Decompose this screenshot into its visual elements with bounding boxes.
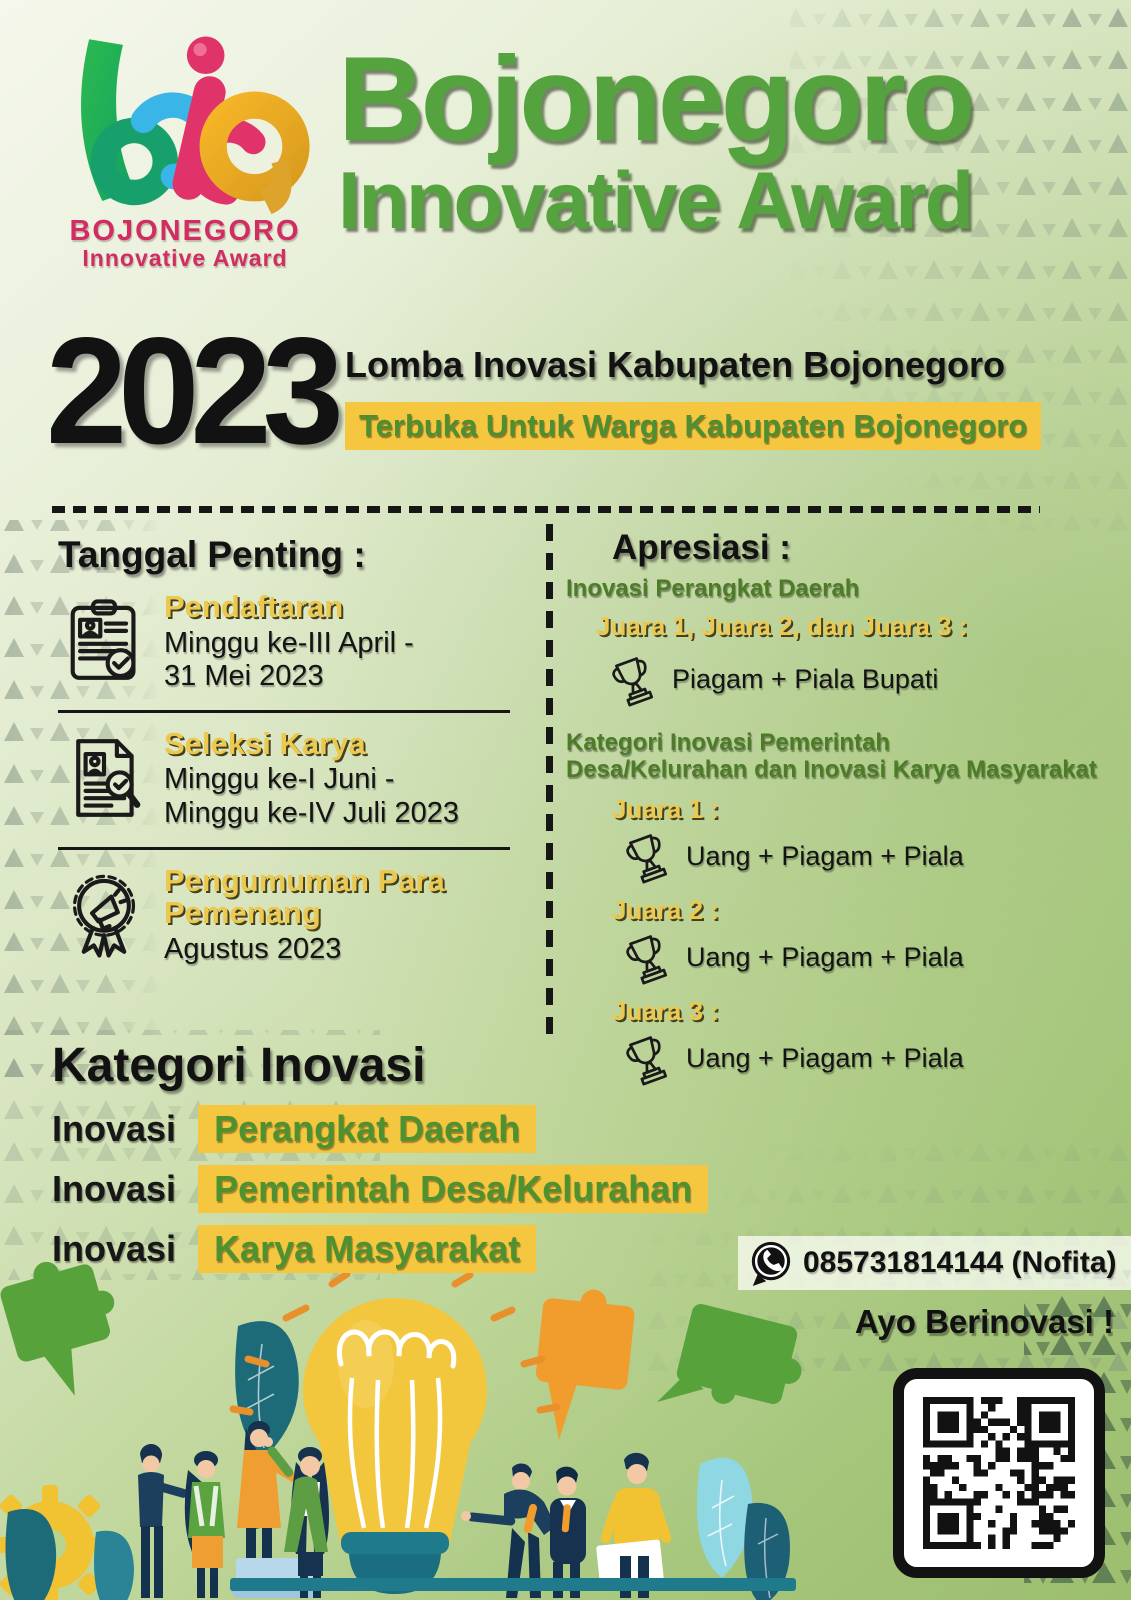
dashed-divider-vertical xyxy=(546,524,553,1040)
winner-label: Juara 2 : xyxy=(612,894,719,925)
award-megaphone-icon xyxy=(58,865,150,965)
categories-heading: Kategori Inovasi xyxy=(52,1039,426,1092)
person-figure xyxy=(138,1444,189,1598)
category-row xyxy=(52,1165,708,1213)
date-detail-line1: Minggu ke-I Juni - xyxy=(164,763,395,796)
category-prefix: Inovasi xyxy=(52,1168,177,1209)
winner-block-juara1 xyxy=(566,794,1114,885)
appreciation-category: Inovasi Perangkat Daerah xyxy=(566,575,860,602)
prize-row xyxy=(606,652,1114,708)
trophy-icon xyxy=(620,930,674,986)
winner-label: Juara 1 : xyxy=(612,793,719,824)
date-detail-line1: Minggu ke-III April - xyxy=(164,626,414,659)
category-highlight: Pemerintah Desa/Kelurahan xyxy=(198,1165,708,1213)
category-prefix: Inovasi xyxy=(52,1228,177,1269)
date-title: Seleksi Karya xyxy=(164,725,366,761)
whatsapp-contact[interactable] xyxy=(738,1236,1131,1290)
appreciation-heading: Apresiasi : xyxy=(612,528,791,567)
table-bar xyxy=(230,1578,796,1591)
category-row xyxy=(52,1105,708,1153)
category-highlight: Karya Masyarakat xyxy=(198,1225,536,1273)
date-detail-line2: 31 Mei 2023 xyxy=(164,660,324,693)
appreciation-section xyxy=(566,528,1114,1091)
bia-logo xyxy=(50,28,320,271)
winners-line: Juara 1, Juara 2, dan Juara 3 : xyxy=(596,610,968,641)
date-item-pendaftaran xyxy=(58,591,510,694)
lightbulb-illustration xyxy=(303,1298,487,1594)
date-detail-line1: Agustus 2023 xyxy=(164,932,342,965)
tagline-highlight: Terbuka Untuk Warga Kabupaten Bojonegoro xyxy=(345,402,1041,450)
prize-row xyxy=(620,829,1114,885)
winner-label: Juara 3 : xyxy=(612,995,719,1026)
cta-text: Ayo Berinovasi ! xyxy=(854,1303,1114,1340)
logo-wordmark-line1: BOJONEGORO xyxy=(69,215,301,247)
date-item-seleksi-karya xyxy=(58,725,510,831)
categories-section xyxy=(52,1038,708,1273)
person-figure xyxy=(185,1451,225,1598)
date-title: Pendaftaran xyxy=(164,589,344,624)
document-search-icon xyxy=(58,728,150,828)
trophy-icon xyxy=(606,652,660,708)
logo-wordmark-line2: Innovative Award xyxy=(82,245,288,272)
leaf-decoration xyxy=(6,1509,57,1600)
prize-row xyxy=(620,930,1114,986)
important-dates-heading: Tanggal Penting : xyxy=(58,534,366,575)
registration-clipboard-icon xyxy=(58,591,150,691)
appreciation-category-line2: Desa/Kelurahan dan Inovasi Karya Masyarakat xyxy=(566,755,1097,783)
year-label: 2023 xyxy=(46,305,335,476)
puzzle-piece-icon xyxy=(529,1285,636,1447)
whatsapp-icon xyxy=(748,1239,794,1287)
qr-code-icon xyxy=(923,1397,1075,1549)
date-title: Pengumuman Para Pemenang xyxy=(164,862,445,931)
important-dates-section xyxy=(58,534,510,966)
appreciation-category-line1: Kategori Inovasi Pemerintah xyxy=(566,728,891,756)
date-detail-line2: Minggu ke-IV Juli 2023 xyxy=(164,796,459,829)
poster-title-line1: Bojonegoro xyxy=(338,32,972,166)
trophy-icon xyxy=(620,829,674,885)
prize-text: Uang + Piagam + Piala xyxy=(686,1043,964,1074)
category-prefix: Inovasi xyxy=(52,1108,177,1149)
poster-title xyxy=(338,32,973,247)
qr-code[interactable] xyxy=(893,1368,1105,1578)
dashed-divider-horizontal xyxy=(52,506,1040,513)
person-figure xyxy=(461,1464,556,1598)
prize-text: Uang + Piagam + Piala xyxy=(686,942,964,973)
date-separator xyxy=(58,847,510,850)
prize-text: Uang + Piagam + Piala xyxy=(686,841,964,872)
leaf-decoration xyxy=(94,1531,134,1600)
date-item-pengumuman xyxy=(58,862,510,967)
winner-block-juara2 xyxy=(566,895,1114,986)
date-separator xyxy=(58,710,510,713)
category-highlight: Perangkat Daerah xyxy=(198,1105,536,1153)
tagline: Lomba Inovasi Kabupaten Bojonegoro xyxy=(345,344,1006,385)
category-row xyxy=(52,1225,708,1273)
prize-text: Piagam + Piala Bupati xyxy=(672,664,939,695)
poster-title-line2: Innovative Award xyxy=(338,156,973,247)
contact-phone[interactable]: 085731814144 (Nofita) xyxy=(803,1246,1117,1279)
puzzle-piece-icon xyxy=(0,1260,136,1408)
bia-monogram-icon xyxy=(59,28,311,216)
person-figure xyxy=(596,1453,673,1598)
